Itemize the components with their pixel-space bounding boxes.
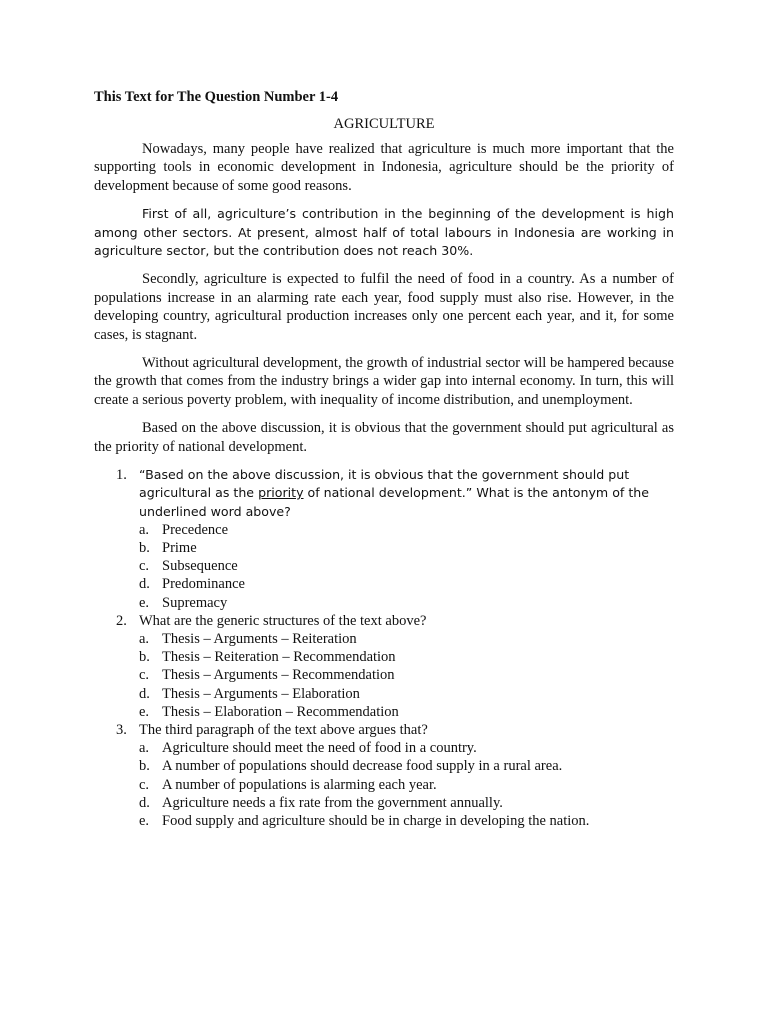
option-letter: d. [139,576,150,593]
option-item [139,776,674,794]
option-item [139,794,674,812]
option-text: Food supply and agriculture should be in charge in developing the nation. [162,812,590,829]
option-letter: e. [139,594,150,611]
option-text: Precedence [162,521,229,538]
option-text: Prime [162,539,197,556]
option-letter: b. [139,539,150,556]
option-text: Predominance [162,576,245,593]
option-text: Agriculture should meet the need of food in a country. [162,740,477,757]
option-letter: e. [139,812,150,829]
option-item [139,521,674,539]
option-letter: a. [139,521,150,538]
paragraph-2: First of all, agriculture’s contribution in the beginning of the development is high among other sectors. At present, almost half of total labours in Indonesia are working in agriculture sector, but the contribution does not reach 30%. [94,206,674,259]
option-letter: b. [139,649,150,666]
option-item [139,666,674,684]
option-item [139,685,674,703]
option-letter: a. [139,630,150,647]
option-text: Thesis – Reiteration – Recommendation [162,649,396,666]
option-item [139,703,674,721]
question-list [94,466,674,830]
underlined-word: priority [258,485,304,501]
question-number: 3. [116,721,127,738]
option-list [139,630,674,721]
paragraph-5: Based on the above discussion, it is obvious that the government should put agricultural as the priority of national development. [94,420,674,455]
question-3 [94,721,674,830]
option-item [139,739,674,757]
question-number: 2. [116,612,127,629]
option-item [139,630,674,648]
option-text: Thesis – Arguments – Reiteration [162,630,357,647]
document-header: This Text for The Question Number 1-4 [94,89,339,105]
option-letter: d. [139,794,150,811]
option-text: A number of populations is alarming each year. [162,776,437,793]
question-1 [94,466,674,612]
option-list [139,739,674,830]
option-item [139,557,674,575]
option-text: Thesis – Elaboration – Recommendation [162,703,399,720]
question-text: The third paragraph of the text above argues that? [139,721,428,738]
option-letter: c. [139,558,150,575]
option-item [139,594,674,612]
paragraph-4: Without agricultural development, the growth of industrial sector will be hampered because the growth that comes from the industry brings a wider gap into internal economy. In turn, this will create a serious poverty problem, with inequality of income distribution, and unemployment. [94,355,674,408]
option-letter: c. [139,776,150,793]
option-letter: a. [139,740,150,757]
question-text [139,467,649,518]
question-text-before: “Based on the above discussion, it is obvious that the government should put agricultural as the [139,467,630,501]
option-text: Thesis – Arguments – Recommendation [162,667,395,684]
question-text-after: of national development.” What is the antonym of the underlined word above? [139,485,650,519]
question-2 [94,612,674,721]
option-letter: e. [139,703,150,720]
paragraph-3: Secondly, agriculture is expected to fulfil the need of food in a country. As a number of populations increase in an alarming rate each year, food supply must also rise. However, in the developing country, agricultural production increases only one percent each year, and it, for some cases, is stagnant. [94,271,674,343]
option-item [139,757,674,775]
option-item [139,575,674,593]
option-letter: d. [139,685,150,702]
option-letter: c. [139,667,150,684]
option-item [139,539,674,557]
option-item [139,812,674,830]
option-text: Thesis – Arguments – Elaboration [162,685,360,702]
option-text: Subsequence [162,558,238,575]
document-title: AGRICULTURE [333,116,435,132]
option-text: A number of populations should decrease food supply in a rural area. [162,758,563,775]
question-number: 1. [116,467,127,484]
option-text: Supremacy [162,594,228,611]
option-list [139,521,674,612]
paragraph-1: Nowadays, many people have realized that agriculture is much more important that the supporting tools in economic development in Indonesia, agriculture should be the priority of development because of some good reasons. [94,141,674,194]
option-text: Agriculture needs a fix rate from the government annually. [162,794,503,811]
option-item [139,648,674,666]
option-letter: b. [139,758,150,775]
question-text: What are the generic structures of the text above? [139,612,427,629]
